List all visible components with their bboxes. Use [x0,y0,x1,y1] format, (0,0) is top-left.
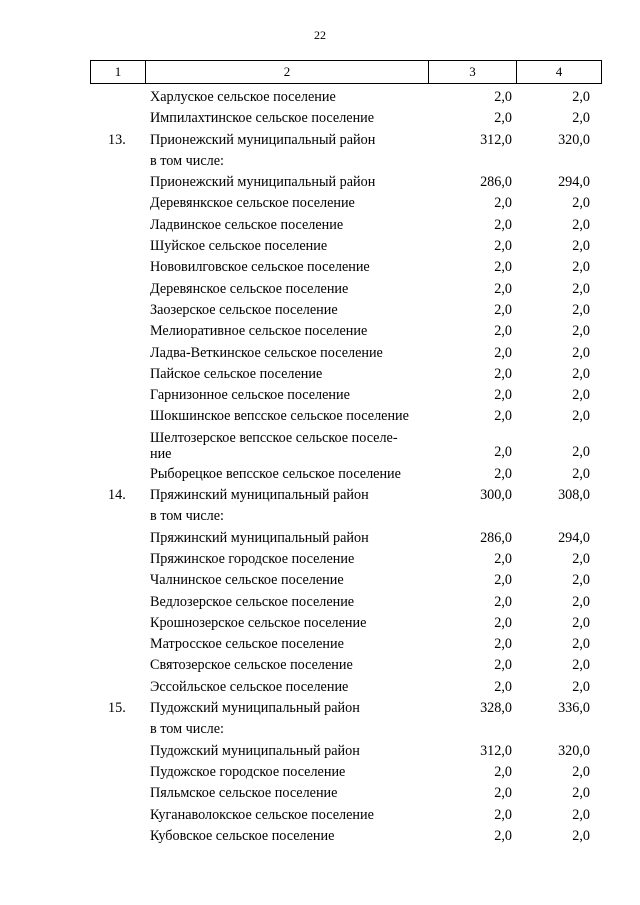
table-row [90,677,602,698]
row-name [150,464,401,485]
row-name [150,485,369,506]
row-name [150,321,367,342]
row-value-col3: 2,0 [494,806,512,823]
table-row [90,655,602,676]
table-row [90,485,602,506]
row-name [150,406,409,427]
row-name [150,364,322,385]
row-value-col3: 2,0 [494,785,512,802]
row-value-col3: 300,0 [480,487,512,504]
row-value-col3: 2,0 [494,323,512,340]
row-value-col4: 2,0 [572,443,590,460]
row-name [150,279,348,300]
row-value-col4: 2,0 [572,238,590,255]
row-name [150,236,327,257]
row-name [150,172,375,193]
row-name [150,783,337,804]
row-value-col4: 320,0 [558,131,590,148]
row-value-col4: 2,0 [572,785,590,802]
table-row [90,428,602,464]
row-name [150,87,336,108]
row-value-col4: 2,0 [572,827,590,844]
row-value-col3: 2,0 [494,763,512,780]
row-value-col4: 2,0 [572,387,590,404]
row-name-line: Деревянкское сельское поселение [150,195,355,212]
row-name-line: Эссойльское сельское поселение [150,678,349,695]
row-value-col4: 2,0 [572,806,590,823]
row-value-col4: 2,0 [572,216,590,233]
row-value-col3: 2,0 [494,827,512,844]
row-value-col3: 286,0 [480,529,512,546]
table-row [90,783,602,804]
row-value-col4: 2,0 [572,408,590,425]
row-value-col4: 2,0 [572,636,590,653]
row-value-col3: 2,0 [494,195,512,212]
row-name [150,108,374,129]
row-value-col3: 2,0 [494,572,512,589]
row-name [150,570,344,591]
row-name-line: Нововилговское сельское поселение [150,259,370,276]
row-name-line: Пудожское городское поселение [150,763,346,780]
row-value-col3: 2,0 [494,408,512,425]
row-name-line: Ладва-Веткинское сельское поселение [150,344,383,361]
table-row [90,592,602,613]
row-value-col4: 294,0 [558,529,590,546]
table-row [90,172,602,193]
row-value-col4: 2,0 [572,344,590,361]
table-row [90,343,602,364]
row-name [150,741,360,762]
row-name-line: Рыборецкое вепсское сельское поселение [150,465,401,482]
table-row [90,464,602,485]
row-name-line: Прионежский муниципальный район [150,174,376,191]
row-value-col3: 312,0 [480,742,512,759]
row-value-col3: 2,0 [494,678,512,695]
row-value-col3: 2,0 [494,387,512,404]
table-row [90,613,602,634]
table-row [90,193,602,214]
table-row [90,87,602,108]
table-row [90,506,602,527]
row-name-line: в том числе: [150,721,224,738]
row-name-line: Гарнизонное сельское поселение [150,387,350,404]
row-name-line: Кубовское сельское поселение [150,827,335,844]
table-row [90,805,602,826]
row-name [150,300,338,321]
row-name-line: Крошнозерское сельское поселение [150,614,367,631]
row-number: 15. [108,700,126,717]
row-value-col3: 2,0 [494,301,512,318]
page-number: 22 [314,28,326,42]
row-value-col4: 2,0 [572,110,590,127]
row-name [150,805,374,826]
column-header-1: 1 [91,61,146,83]
row-value-col4: 308,0 [558,487,590,504]
row-name [150,826,334,847]
row-value-col4: 2,0 [572,280,590,297]
row-name-line: Мелиоративное сельское поселение [150,323,368,340]
row-name-line: Святозерское сельское поселение [150,657,353,674]
row-value-col3: 2,0 [494,614,512,631]
row-name [150,215,343,236]
table-header [90,60,602,84]
row-value-col4: 2,0 [572,614,590,631]
row-value-col3: 2,0 [494,89,512,105]
row-name [150,613,366,634]
row-value-col3: 2,0 [494,465,512,482]
table-row [90,762,602,783]
row-name-line: Шокшинское вепсское сельское поселение [150,408,409,425]
row-name [150,193,355,214]
row-name-line: ние [150,445,172,462]
table-row [90,236,602,257]
column-header-3: 3 [429,61,517,83]
table-body [90,87,602,847]
table-row [90,698,602,719]
row-name-line: Матросское сельское поселение [150,636,344,653]
table-row [90,257,602,278]
row-value-col4: 2,0 [572,89,590,105]
table-row [90,321,602,342]
row-value-col3: 2,0 [494,657,512,674]
row-value-col3: 2,0 [494,110,512,127]
row-name [150,677,348,698]
row-name [150,130,375,151]
row-name [150,762,345,783]
row-name-line: Чалнинское сельское поселение [150,572,344,589]
row-name-line: Пряжинское городское поселение [150,550,355,567]
row-value-col4: 2,0 [572,365,590,382]
table-row [90,570,602,591]
row-name-line: Шуйское сельское поселение [150,238,328,255]
row-name-line: Пяльмское сельское поселение [150,785,338,802]
row-name-line: Пудожский муниципальный район [150,700,360,717]
row-value-col3: 2,0 [494,344,512,361]
row-name-line: Куганаволокское сельское поселение [150,806,374,823]
row-value-col4: 2,0 [572,259,590,276]
row-name [150,385,350,406]
row-value-col3: 286,0 [480,174,512,191]
row-value-col3: 2,0 [494,280,512,297]
row-name-line: в том числе: [150,508,224,525]
row-name-line: Пудожский муниципальный район [150,742,360,759]
table-row [90,151,602,172]
row-name-line: Прионежский муниципальный район [150,131,376,148]
row-name-line: Деревянское сельское поселение [150,280,349,297]
table-row [90,741,602,762]
row-name-line: Ладвинское сельское поселение [150,216,344,233]
row-value-col3: 2,0 [494,443,512,460]
table-row [90,364,602,385]
row-name [150,549,354,570]
row-value-col4: 336,0 [558,700,590,717]
row-value-col3: 2,0 [494,216,512,233]
column-header-4: 4 [555,64,563,79]
row-value-col3: 312,0 [480,131,512,148]
table-row [90,385,602,406]
row-value-col3: 328,0 [480,700,512,717]
row-name [150,151,224,172]
row-value-col4: 2,0 [572,323,590,340]
table-row [90,634,602,655]
row-number: 13. [108,131,126,148]
row-name-line: Пайское сельское поселение [150,365,323,382]
row-name [150,655,353,676]
column-header-2: 2 [146,61,429,83]
row-value-col4: 2,0 [572,763,590,780]
row-value-col4: 2,0 [572,301,590,318]
row-number: 14. [108,487,126,504]
row-name [150,343,383,364]
row-name-line: Импилахтинское сельское поселение [150,110,375,127]
row-name [150,592,354,613]
row-name [150,719,224,740]
row-value-col4: 2,0 [572,550,590,567]
row-name [150,634,344,655]
row-name-line: Шелтозерское вепсское сельское поселе- [150,429,398,446]
row-value-col4: 2,0 [572,195,590,212]
row-name-line: Заозерское сельское поселение [150,301,338,318]
row-value-col4: 2,0 [572,465,590,482]
row-name-line: в том числе: [150,152,224,169]
row-value-col3: 2,0 [494,550,512,567]
row-value-col3: 2,0 [494,365,512,382]
row-value-col4: 2,0 [572,593,590,610]
table-row [90,279,602,300]
table-row [90,108,602,129]
row-name-line: Пряжинский муниципальный район [150,529,369,546]
row-name-line: Харлуское сельское поселение [150,89,336,105]
row-value-col4: 2,0 [572,657,590,674]
row-value-col3: 2,0 [494,238,512,255]
row-value-col4: 320,0 [558,742,590,759]
row-value-col3: 2,0 [494,259,512,276]
row-value-col4: 294,0 [558,174,590,191]
row-name-line: Ведлозерское сельское поселение [150,593,355,610]
row-value-col3: 2,0 [494,593,512,610]
row-name-line: Пряжинский муниципальный район [150,487,369,504]
row-name [150,430,398,462]
row-name [150,698,360,719]
row-name [150,257,370,278]
table-row [90,528,602,549]
table-row [90,549,602,570]
row-name [150,528,369,549]
row-value-col4: 2,0 [572,678,590,695]
table-row [90,719,602,740]
row-value-col4: 2,0 [572,572,590,589]
row-name [150,506,224,527]
table-row [90,215,602,236]
table-row [90,826,602,847]
table-row [90,130,602,151]
table-row [90,300,602,321]
table-row [90,406,602,427]
row-value-col3: 2,0 [494,636,512,653]
